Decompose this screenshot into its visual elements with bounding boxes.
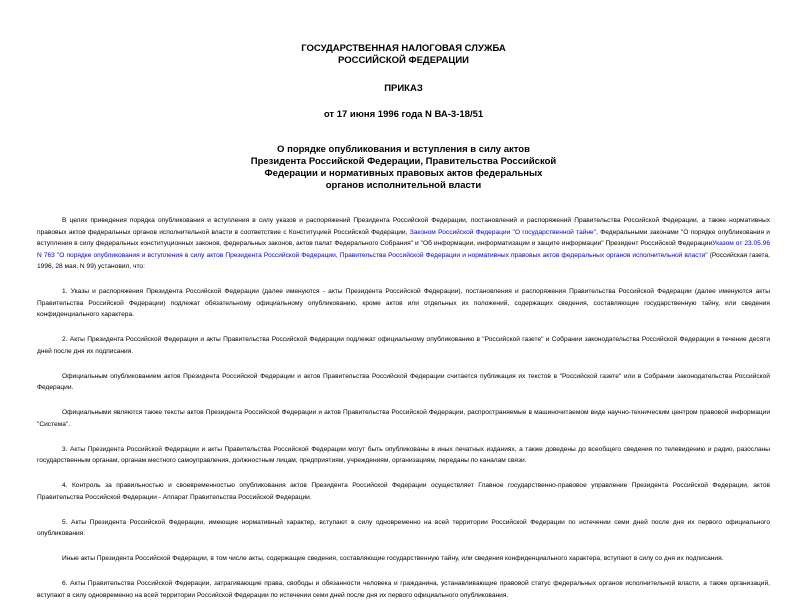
paragraph-6: 4. Контроль за правильностью и своевременностью опубликования актов Президента Российской Федерации осуществляет Главное государственно-правовое управление Президента Российской Федерации, актов Правительства Российской Федерации - Аппарат Правительства Российской Федерации. bbox=[37, 482, 770, 501]
paragraph-3: Официальным опубликованием актов Президента Российской Федерации и актов Правительства Российской Федерации считается публикация их текстов в "Российской газете" или в Собрании законодательства Российской Федерации. bbox=[37, 372, 770, 391]
document-body bbox=[37, 215, 770, 601]
paragraph-7: 5. Акты Президента Российской Федерации, имеющие нормативный характер, вступают в силу одновременно на всей территории Российской Федерации по истечении семи дней после дня их первого официального опубликования. bbox=[37, 518, 770, 537]
doc-type: ПРИКАЗ bbox=[384, 83, 423, 94]
title-line2: Президента Российской Федерации, Правительства Российской bbox=[250, 156, 557, 167]
paragraph-1: 1. Указы и распоряжения Президента Российской Федерации (далее именуются - акты Президента Российской Федерации), постановления и распоряжения Правительства Российской Федерации (далее именуются акты Правительства Российской Федерации) подлежат обязательному официальному опубликованию, кроме актов или отдельных их положений, содержащих сведения, составляющие государственную тайну, или сведения конфиденциального характера. bbox=[37, 288, 770, 318]
intro-text-2: , Федеральными законами "О порядке опубликования и вступления в силу федеральных конституционных законов, федеральных законов, актов палат Федерального Собрания" и "Об информации, информатизации и защите информации" Президент Российской Федерации bbox=[37, 228, 770, 247]
paragraph-8: Иные акты Президента Российской Федерации, в том числе акты, содержащие сведения, составляющие государственную тайну, или сведения конфиденциального характера, вступают в силу со дня их подписания. bbox=[62, 555, 724, 562]
link-decree-763[interactable]: Указом от 23.05.96 N 763 "О порядке опубликования и вступления в силу актов Президента Российской Федерации, Правительства Российской Федерации и нормативных правовых актов федеральных органов исполнительной власти" bbox=[37, 240, 770, 259]
org-name-line1: ГОСУДАРСТВЕННАЯ НАЛОГОВАЯ СЛУЖБА bbox=[301, 43, 506, 54]
intro-paragraph bbox=[37, 215, 770, 273]
intro-text-3: (Российская газета, 1996, 28 мая, N 99) установил, что: bbox=[37, 251, 771, 270]
title-line1: О порядке опубликования и вступления в силу актов bbox=[277, 144, 530, 155]
title-line3: Федерации и нормативных правовых актов федеральных bbox=[264, 168, 543, 179]
document-title bbox=[37, 144, 770, 192]
doc-number: от 17 июня 1996 года N ВА-3-18/51 bbox=[323, 109, 484, 120]
paragraph-4: Официальными являются также тексты актов Президента Российской Федерации и актов Правительства Российской Федерации, распространяемые в машиночитаемом виде научно-техническим центром правовой информации "Система". bbox=[37, 409, 770, 428]
paragraph-2: 2. Акты Президента Российской Федерации и акты Правительства Российской Федерации подлежат официальному опубликованию в "Российской газете" и Собрании законодательства Российской Федерации в течение десяти дней после дня их подписания. bbox=[37, 336, 770, 355]
intro-text-1: В целях приведения порядка опубликования и вступления в силу указов и распоряжений Президента Российской Федерации, постановлений и распоряжений Правительства Российской Федерации, а также нормативных правовых актов федеральных органов исполнительной власти в соответствие с Конституцией Российской Федерации, bbox=[37, 217, 770, 236]
title-line4: органов исполнительной власти bbox=[325, 180, 482, 191]
paragraph-9: 6. Акты Правительства Российской Федерации, затрагивающие права, свободы и обязанности человека и гражданина, устанавливающие правовой статус федеральных органов исполнительной власти, а также организаций, вступают в силу одновременно на всей территории Российской Федерации по истечении семи дней после дня их первого официального опубликования. bbox=[37, 580, 770, 599]
document-header bbox=[37, 43, 770, 192]
org-name-line2: РОССИЙСКОЙ ФЕДЕРАЦИИ bbox=[337, 55, 469, 66]
link-state-secret-law[interactable]: Законом Российской Федерации "О государственной тайне" bbox=[409, 228, 597, 236]
paragraph-5: 3. Акты Президента Российской Федерации и акты Правительства Российской Федерации могут быть опубликованы в иных печатных изданиях, а также доведены до всеобщего сведения по телевидению и радио, разосланы государственным органам, органам местного самоуправления, должностным лицам, предприятиям, учреждениям, организациям, переданы по каналам связи. bbox=[37, 445, 770, 464]
